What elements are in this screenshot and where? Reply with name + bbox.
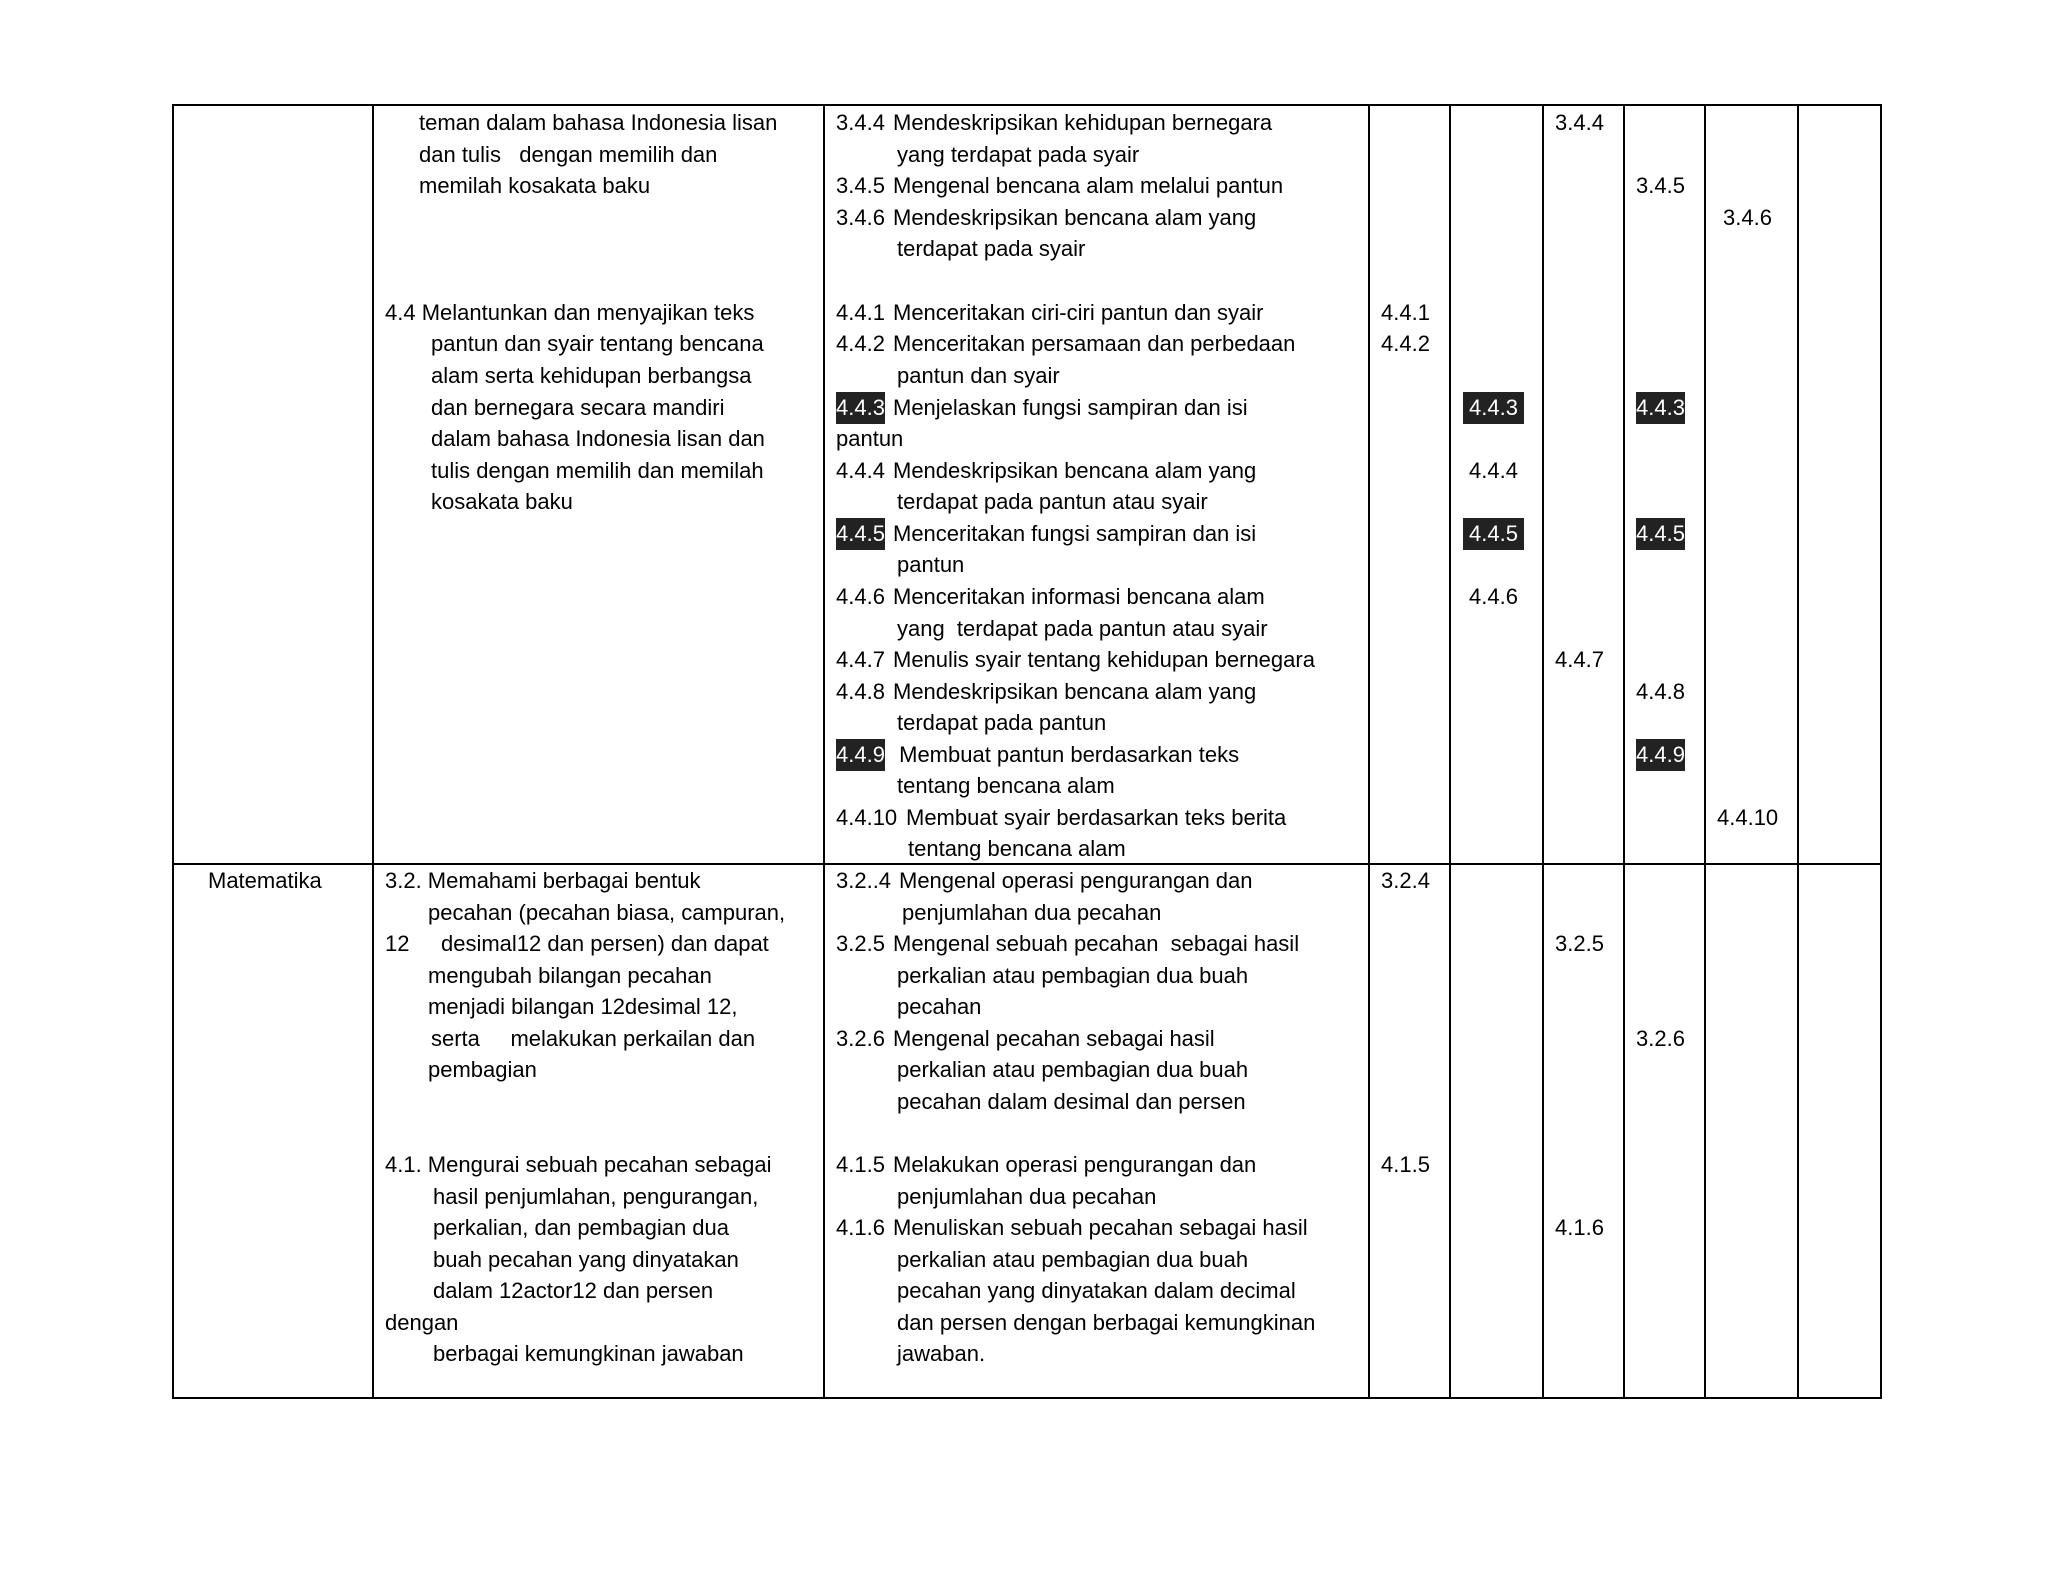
kd-text: dalam 12actor12 dan persen — [433, 1278, 714, 1303]
indicator-text: Mengenal bencana alam melalui pantun — [893, 173, 1284, 198]
table-border-bottom — [172, 1397, 1882, 1399]
indicator-text: Membuat syair berdasarkan teks berita — [906, 805, 1287, 830]
indicator-code-highlighted: 4.4.5 — [836, 518, 885, 550]
indicator-text: pecahan yang dinyatakan dalam decimal — [897, 1278, 1296, 1303]
meeting-mark-highlighted: 4.4.9 — [1636, 739, 1685, 771]
kd-text: dalam bahasa Indonesia lisan dan — [431, 426, 765, 451]
kd-text: tulis dengan memilih dan memilah — [431, 458, 764, 483]
indicator-code: 4.4.7 — [836, 647, 885, 672]
column-line — [1449, 104, 1451, 1399]
indicator-text: terdapat pada pantun — [897, 710, 1107, 735]
kd-text: memilah kosakata baku — [419, 173, 651, 198]
indicator-text: Menceritakan fungsi sampiran dan isi — [893, 521, 1257, 546]
indicator-text: Mendeskripsikan kehidupan bernegara — [893, 110, 1273, 135]
kd-text: kosakata baku — [431, 489, 573, 514]
indicator-text: pantun — [836, 426, 904, 451]
indicator-text: Mengenal operasi pengurangan dan — [899, 868, 1253, 893]
indicator-text: perkalian atau pembagian dua buah — [897, 1247, 1249, 1272]
indicator-code: 4.4.2 — [836, 331, 885, 356]
indicator-code: 3.4.6 — [836, 205, 885, 230]
column-line — [1704, 104, 1706, 1399]
meeting-mark: 4.4.2 — [1381, 331, 1430, 356]
kd-text: dan tulis dengan memilih dan — [419, 142, 718, 167]
column-line — [172, 104, 174, 1399]
column-line — [823, 104, 825, 1399]
kd-text: teman dalam bahasa Indonesia lisan — [419, 110, 778, 135]
meeting-mark: 4.4.7 — [1555, 647, 1604, 672]
column-line — [372, 104, 374, 1399]
subject-name: Matematika — [208, 868, 322, 893]
kd-text: 4.4 Melantunkan dan menyajikan teks — [385, 300, 755, 325]
kd-text: hasil penjumlahan, pengurangan, — [433, 1184, 759, 1209]
meeting-mark: 3.4.6 — [1723, 205, 1772, 230]
indicator-text: terdapat pada pantun atau syair — [897, 489, 1208, 514]
kd-text: 4.1. Mengurai sebuah pecahan sebagai — [385, 1152, 772, 1177]
indicator-text: perkalian atau pembagian dua buah — [897, 963, 1249, 988]
kd-text: serta melakukan perkailan dan — [431, 1026, 756, 1051]
kd-text: pecahan (pecahan biasa, campuran, — [428, 900, 786, 925]
meeting-mark: 4.4.6 — [1469, 584, 1518, 609]
indicator-code: 4.1.6 — [836, 1215, 885, 1240]
meeting-mark-highlighted: 4.4.3 — [1636, 392, 1685, 424]
indicator-text: pecahan dalam desimal dan persen — [897, 1089, 1246, 1114]
indicator-text: Menuliskan sebuah pecahan sebagai hasil — [893, 1215, 1308, 1240]
indicator-code: 3.2.5 — [836, 931, 885, 956]
table-border-top — [172, 104, 1882, 106]
meeting-mark-highlighted: 4.4.3 — [1463, 392, 1524, 424]
indicator-code: 3.4.4 — [836, 110, 885, 135]
kd-text: dan bernegara secara mandiri — [431, 395, 725, 420]
indicator-code: 4.4.6 — [836, 584, 885, 609]
meeting-mark: 3.2.4 — [1381, 868, 1430, 893]
kd-text: menjadi bilangan 12desimal 12, — [428, 994, 738, 1019]
kd-text: 3.2. Memahami berbagai bentuk — [385, 868, 701, 893]
indicator-text: Menulis syair tentang kehidupan bernegara — [893, 647, 1315, 672]
meeting-mark: 4.4.8 — [1636, 679, 1685, 704]
indicator-text: yang terdapat pada pantun atau syair — [897, 616, 1268, 641]
meeting-mark-highlighted: 4.4.5 — [1463, 518, 1524, 550]
column-line — [1623, 104, 1625, 1399]
kd-text: pembagian — [428, 1057, 537, 1082]
indicator-text: terdapat pada syair — [897, 236, 1086, 261]
indicator-text: Menceritakan informasi bencana alam — [893, 584, 1265, 609]
indicator-text: tentang bencana alam — [897, 773, 1115, 798]
indicator-code-highlighted: 4.4.9 — [836, 739, 885, 771]
indicator-text: pecahan — [897, 994, 982, 1019]
indicator-text: Melakukan operasi pengurangan dan — [893, 1152, 1257, 1177]
meeting-mark: 4.1.5 — [1381, 1152, 1430, 1177]
meeting-mark: 4.4.4 — [1469, 458, 1518, 483]
kd-text: mengubah bilangan pecahan — [428, 963, 712, 988]
indicator-code-highlighted: 4.4.3 — [836, 392, 885, 424]
indicator-code: 4.4.1 — [836, 300, 885, 325]
indicator-text: Menjelaskan fungsi sampiran dan isi — [893, 395, 1248, 420]
indicator-code: 3.2.6 — [836, 1026, 885, 1051]
indicator-text: Menceritakan persamaan dan perbedaan — [893, 331, 1296, 356]
indicator-text: tentang bencana alam — [908, 836, 1126, 861]
indicator-code: 3.2..4 — [836, 868, 892, 893]
kd-text: 12 — [385, 931, 410, 956]
meeting-mark: 3.2.6 — [1636, 1026, 1685, 1051]
indicator-text: jawaban. — [897, 1341, 986, 1366]
meeting-mark: 3.4.5 — [1636, 173, 1685, 198]
column-line — [1797, 104, 1799, 1399]
kd-text: berbagai kemungkinan jawaban — [433, 1341, 744, 1366]
indicator-text: Mengenal sebuah pecahan sebagai hasil — [893, 931, 1300, 956]
indicator-text: Mendeskripsikan bencana alam yang — [893, 679, 1257, 704]
column-line — [1542, 104, 1544, 1399]
indicator-text: penjumlahan dua pecahan — [897, 1184, 1157, 1209]
indicator-text: pantun — [897, 552, 965, 577]
kd-text: alam serta kehidupan berbangsa — [431, 363, 752, 388]
kd-text: dengan — [385, 1310, 459, 1335]
indicator-text: Membuat pantun berdasarkan teks — [893, 742, 1240, 767]
indicator-text: Mengenal pecahan sebagai hasil — [893, 1026, 1215, 1051]
meeting-mark: 4.1.6 — [1555, 1215, 1604, 1240]
kd-text: perkalian, dan pembagian dua — [433, 1215, 730, 1240]
indicator-text: dan persen dengan berbagai kemungkinan — [897, 1310, 1316, 1335]
indicator-text: penjumlahan dua pecahan — [902, 900, 1162, 925]
kd-text: desimal12 dan persen) dan dapat — [441, 931, 769, 956]
column-line — [1880, 104, 1882, 1399]
meeting-mark: 4.4.10 — [1717, 805, 1779, 830]
indicator-text: Mendeskripsikan bencana alam yang — [893, 458, 1257, 483]
indicator-code: 4.1.5 — [836, 1152, 885, 1177]
meeting-mark-highlighted: 4.4.5 — [1636, 518, 1685, 550]
indicator-code: 3.4.5 — [836, 173, 885, 198]
indicator-text: pantun dan syair — [897, 363, 1060, 388]
indicator-code: 4.4.10 — [836, 805, 898, 830]
meeting-mark: 3.4.4 — [1555, 110, 1604, 135]
indicator-code: 4.4.4 — [836, 458, 885, 483]
column-line — [1368, 104, 1370, 1399]
indicator-text: Mendeskripsikan bencana alam yang — [893, 205, 1257, 230]
indicator-text: yang terdapat pada syair — [897, 142, 1140, 167]
kd-text: buah pecahan yang dinyatakan — [433, 1247, 739, 1272]
kd-text: pantun dan syair tentang bencana — [431, 331, 764, 356]
indicator-code: 4.4.8 — [836, 679, 885, 704]
meeting-mark: 4.4.1 — [1381, 300, 1430, 325]
indicator-text: perkalian atau pembagian dua buah — [897, 1057, 1249, 1082]
indicator-text: Menceritakan ciri-ciri pantun dan syair — [893, 300, 1264, 325]
meeting-mark: 3.2.5 — [1555, 931, 1604, 956]
